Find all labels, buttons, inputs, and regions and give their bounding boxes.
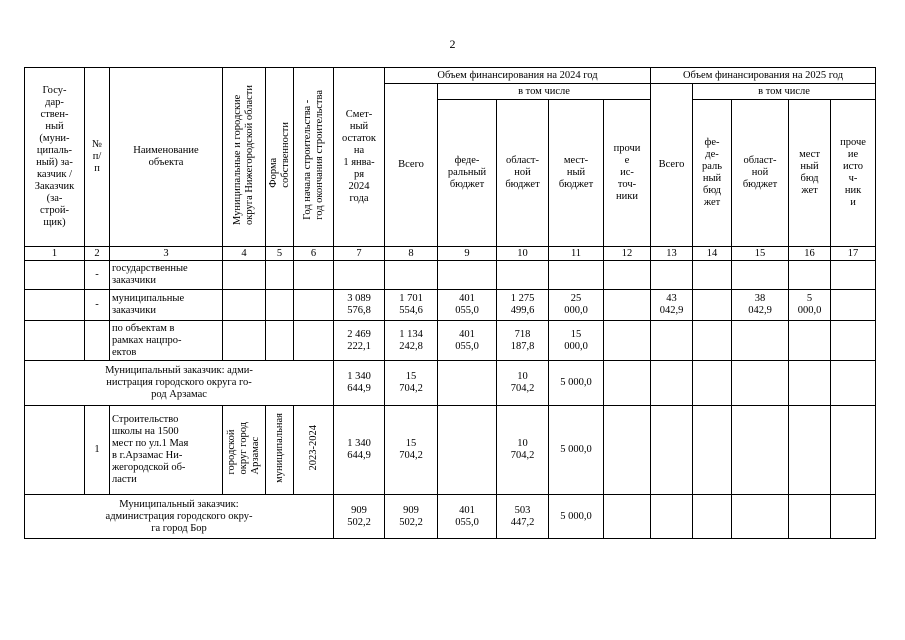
cell-local-2024: 25 000,0 — [549, 290, 604, 321]
header-fin-2024: Объем финансирования на 2024 год — [385, 68, 651, 84]
cell-remaining: 1 340 644,9 — [334, 406, 385, 495]
cell-remaining: 2 469 222,1 — [334, 321, 385, 361]
cell-total-2024: 15 704,2 — [385, 406, 438, 495]
col-number: 6 — [294, 247, 334, 261]
cell-federal-2024: 401 055,0 — [438, 321, 497, 361]
cell-regional-2024: 718 187,8 — [497, 321, 549, 361]
col-number: 17 — [831, 247, 876, 261]
col-number: 1 — [25, 247, 85, 261]
header-years: Год начала строительства - год окончания строительства — [294, 68, 334, 247]
header-federal-2024: феде- ральный бюджет — [438, 100, 497, 247]
row-num: - — [85, 261, 110, 290]
cell-regional-2025: 38 042,9 — [732, 290, 789, 321]
col-number: 12 — [604, 247, 651, 261]
table-row-municipal-customers — [25, 290, 876, 321]
table-row-national-projects — [25, 321, 876, 361]
col-number: 16 — [789, 247, 831, 261]
row-name: Строительство школы на 1500 мест по ул.1 Мая в г.Арзамас Ни- жегородской об- ласти — [110, 406, 223, 495]
col-number: 2 — [85, 247, 110, 261]
cell-total-2024: 1 701 554,6 — [385, 290, 438, 321]
header-num: № п/ п — [85, 68, 110, 247]
cell-local-2024: 5 000,0 — [549, 361, 604, 406]
row-name: государственные заказчики — [110, 261, 223, 290]
cell-regional-2024: 1 275 499,6 — [497, 290, 549, 321]
table-row-state-customers — [25, 261, 876, 290]
page-number: 2 — [449, 37, 456, 51]
header-regional-2024: област- ной бюджет — [497, 100, 549, 247]
cell-federal-2024: 401 055,0 — [438, 495, 497, 539]
row-name: по объектам в рамках нацпро- ектов — [110, 321, 223, 361]
cell-municipality: городской округ город Арзамас — [223, 406, 266, 495]
col-number: 11 — [549, 247, 604, 261]
header-total-2025: Всего — [651, 84, 693, 247]
customer-label: Муниципальный заказчик: адми- нистрация городского округа го- род Арзамас — [25, 361, 334, 406]
header-incl-2025: в том числе — [693, 84, 876, 100]
col-number: 9 — [438, 247, 497, 261]
cell-years: 2023-2024 — [294, 406, 334, 495]
row-name: муниципальные заказчики — [110, 290, 223, 321]
cell-total-2024: 1 134 242,8 — [385, 321, 438, 361]
row-num: - — [85, 290, 110, 321]
cell-local-2024: 15 000,0 — [549, 321, 604, 361]
cell-remaining: 3 089 576,8 — [334, 290, 385, 321]
table-row-school-arzamas — [25, 406, 876, 495]
cell-remaining: 1 340 644,9 — [334, 361, 385, 406]
header-local-2024: мест- ный бюджет — [549, 100, 604, 247]
header-remaining: Смет- ный остаток на 1 янва- ря 2024 года — [334, 68, 385, 247]
cell-local-2024: 5 000,0 — [549, 495, 604, 539]
header-other-2025: проче ие исто ч- ник и — [831, 100, 876, 247]
header-incl-2024: в том числе — [438, 84, 651, 100]
col-number: 15 — [732, 247, 789, 261]
cell-total-2024: 15 704,2 — [385, 361, 438, 406]
header-regional-2025: област- ной бюджет — [732, 100, 789, 247]
col-number: 7 — [334, 247, 385, 261]
column-numbers-row — [25, 247, 876, 261]
header-customer: Госу- дар- ствен- ный (муни- ципаль- ный) за- казчик / Заказчик (за- строй- щик) — [25, 68, 85, 247]
header-fin-2025: Объем финансирования на 2025 год — [651, 68, 876, 84]
col-number: 4 — [223, 247, 266, 261]
col-number: 10 — [497, 247, 549, 261]
header-federal-2025: фе- де- раль ный бюд жет — [693, 100, 732, 247]
header-other-2024: прочи е ис- точ- ники — [604, 100, 651, 247]
col-number: 13 — [651, 247, 693, 261]
col-number: 5 — [266, 247, 294, 261]
cell-remaining: 909 502,2 — [334, 495, 385, 539]
cell-total-2024: 909 502,2 — [385, 495, 438, 539]
cell-ownership: муниципальная — [266, 406, 294, 495]
header-name: Наименование объекта — [110, 68, 223, 247]
table-row-bor-customer — [25, 495, 876, 539]
cell-local-2025: 5 000,0 — [789, 290, 831, 321]
financing-table — [24, 67, 876, 539]
header-ownership: Форма собственности — [266, 68, 294, 247]
cell-total-2025: 43 042,9 — [651, 290, 693, 321]
cell-regional-2024: 10 704,2 — [497, 406, 549, 495]
cell-local-2024: 5 000,0 — [549, 406, 604, 495]
header-municipality: Муниципальные и городские округа Нижегородской области — [223, 68, 266, 247]
cell-regional-2024: 503 447,2 — [497, 495, 549, 539]
col-number: 3 — [110, 247, 223, 261]
cell-regional-2024: 10 704,2 — [497, 361, 549, 406]
col-number: 14 — [693, 247, 732, 261]
row-num: 1 — [85, 406, 110, 495]
col-number: 8 — [385, 247, 438, 261]
header-local-2025: мест ный бюд жет — [789, 100, 831, 247]
table-row-arzamas-customer — [25, 361, 876, 406]
header-total-2024: Всего — [385, 84, 438, 247]
cell-federal-2024: 401 055,0 — [438, 290, 497, 321]
customer-label: Муниципальный заказчик: администрация городского окру- га город Бор — [25, 495, 334, 539]
